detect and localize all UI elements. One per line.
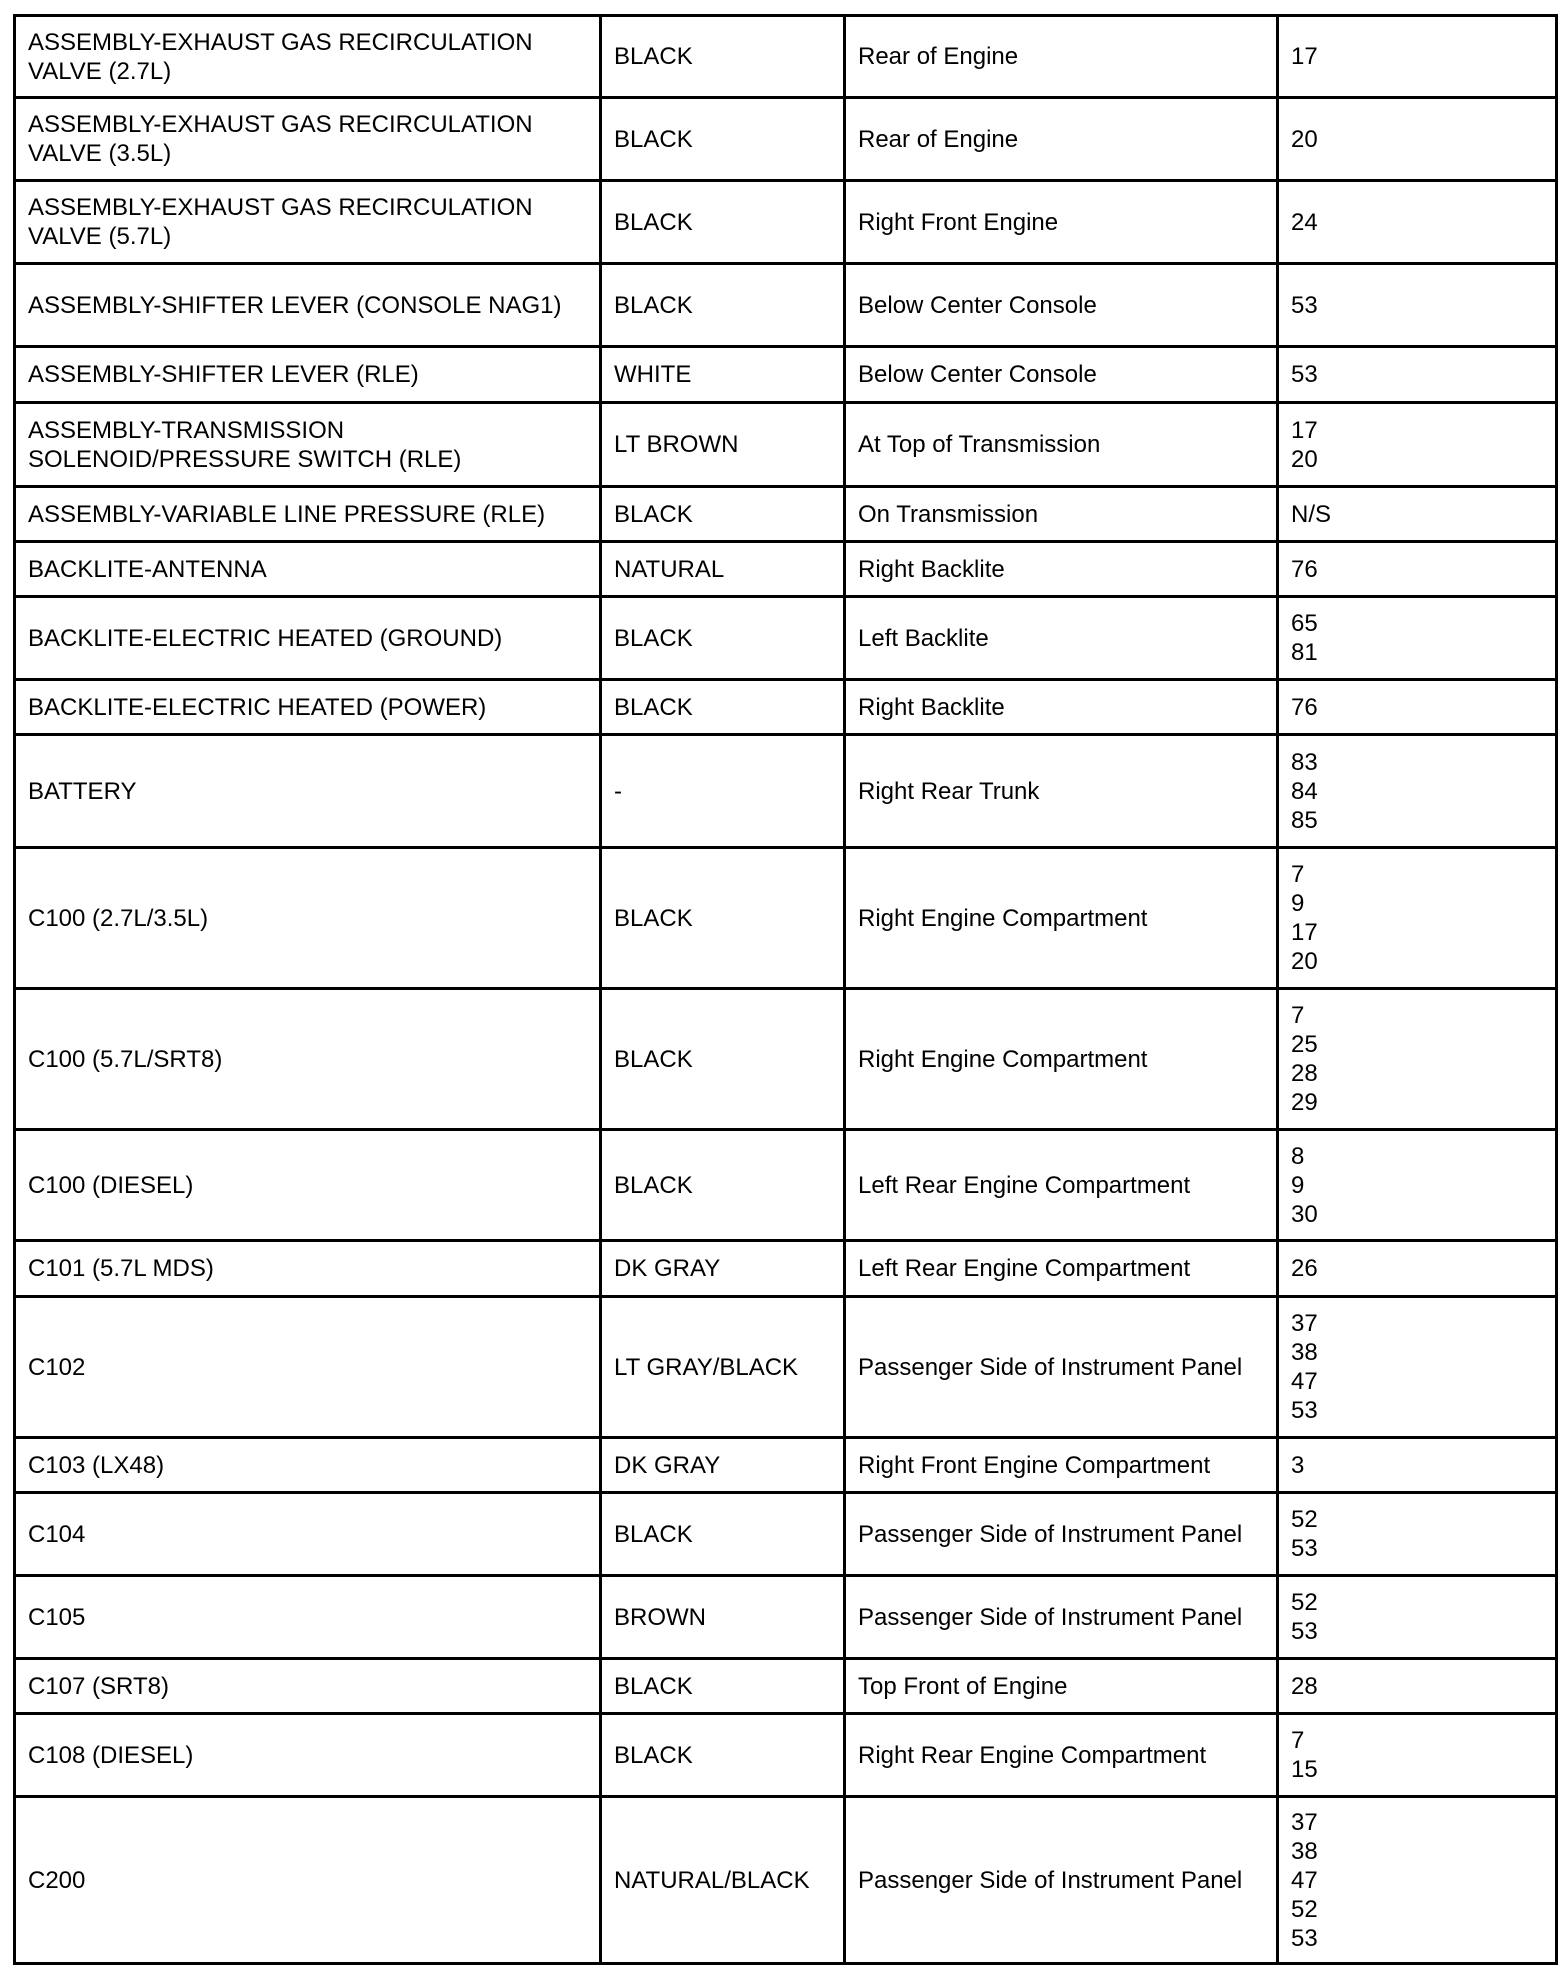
connector-figures [1278,1576,1557,1659]
figure-number: 47 [1291,1866,1318,1894]
connector-location: Right Backlite [845,680,1278,735]
connector-name: BATTERY [15,735,601,848]
figure-number: 38 [1291,1837,1318,1865]
connector-color: BLACK [601,1714,845,1797]
connector-color: BLACK [601,487,845,542]
figure-number: 3 [1291,1451,1305,1479]
connector-name: C100 (5.7L/SRT8) [15,989,601,1130]
connector-figures [1278,264,1557,347]
table-row [15,487,1557,542]
table-row [15,735,1557,848]
figure-number: 38 [1291,1339,1318,1366]
connector-color: BLACK [601,1130,845,1241]
connector-figures [1278,848,1557,989]
connector-color: BLACK [601,989,845,1130]
table-row [15,1493,1557,1576]
connector-figures [1278,347,1557,403]
connector-figures [1278,1297,1557,1438]
connector-color: DK GRAY [601,1438,845,1493]
connector-location: Top Front of Engine [845,1659,1278,1714]
figure-number: 52 [1291,1589,1318,1616]
connector-location: Passenger Side of Instrument Panel [845,1297,1278,1438]
table-row [15,16,1557,98]
connector-location: Right Front Engine [845,181,1278,264]
figure-number: 52 [1291,1506,1318,1533]
figure-number: 17 [1291,416,1318,444]
connector-figures [1278,1714,1557,1797]
table-row [15,680,1557,735]
figure-number: 28 [1291,1060,1318,1087]
figure-number: 52 [1291,1895,1318,1923]
connector-name: C108 (DIESEL) [15,1714,601,1797]
figure-number: 53 [1291,361,1318,388]
connector-name: ASSEMBLY-SHIFTER LEVER (CONSOLE NAG1) [15,264,601,347]
connector-color: BLACK [601,680,845,735]
figure-number: 25 [1291,1031,1318,1058]
figure-number: 81 [1291,639,1318,666]
table-row [15,597,1557,680]
connector-name: ASSEMBLY-EXHAUST GAS RECIRCULATION VALVE (5.7L) [15,181,601,264]
connector-name: C200 [15,1797,601,1964]
figure-number: 53 [1291,1535,1318,1562]
connector-color: BLACK [601,16,845,98]
connector-name: C100 (DIESEL) [15,1130,601,1241]
connector-name: C100 (2.7L/3.5L) [15,848,601,989]
figure-number: 17 [1291,43,1318,70]
connector-color: BLACK [601,1659,845,1714]
figure-number: 85 [1291,806,1318,834]
connector-name: C107 (SRT8) [15,1659,601,1714]
connector-color: BLACK [601,181,845,264]
connector-color: DK GRAY [601,1241,845,1297]
connector-figures [1278,989,1557,1130]
table-row [15,1797,1557,1964]
connector-figures [1278,1797,1557,1964]
connector-color: BLACK [601,264,845,347]
figure-number: 7 [1291,1727,1305,1754]
figure-number: 65 [1291,610,1318,637]
connector-location: Right Engine Compartment [845,989,1278,1130]
connector-location: Left Rear Engine Compartment [845,1130,1278,1241]
figure-number: 9 [1291,890,1305,917]
connector-figures [1278,735,1557,848]
table-row [15,1714,1557,1797]
table-row [15,1659,1557,1714]
connector-location: Passenger Side of Instrument Panel [845,1576,1278,1659]
connector-figures [1278,16,1557,98]
table-row [15,848,1557,989]
figure-number: 53 [1291,291,1318,319]
table-row [15,1241,1557,1297]
figure-number: 30 [1291,1200,1318,1228]
connector-location: Right Front Engine Compartment [845,1438,1278,1493]
table-body [15,16,1557,1964]
table-row [15,403,1557,487]
connector-color: LT BROWN [601,403,845,487]
connector-location: Rear of Engine [845,16,1278,98]
table-row [15,181,1557,264]
connector-location: Right Rear Engine Compartment [845,1714,1278,1797]
connector-figures [1278,487,1557,542]
table-row [15,1576,1557,1659]
connector-color: BLACK [601,98,845,181]
connector-color: BROWN [601,1576,845,1659]
connector-location: Rear of Engine [845,98,1278,181]
table-row [15,1130,1557,1241]
connector-figures [1278,403,1557,487]
connector-location: Passenger Side of Instrument Panel [845,1493,1278,1576]
connector-location: Below Center Console [845,264,1278,347]
table-row [15,98,1557,181]
connector-name: C104 [15,1493,601,1576]
figure-number: 53 [1291,1924,1318,1952]
connector-name: BACKLITE-ELECTRIC HEATED (GROUND) [15,597,601,680]
connector-location: Right Rear Trunk [845,735,1278,848]
figure-number: 53 [1291,1618,1318,1645]
connector-name: C102 [15,1297,601,1438]
connector-color: BLACK [601,597,845,680]
figure-number: 9 [1291,1171,1305,1199]
connector-name: ASSEMBLY-VARIABLE LINE PRESSURE (RLE) [15,487,601,542]
figure-number: 28 [1291,1672,1318,1700]
figure-number: 37 [1291,1808,1318,1836]
connector-name: ASSEMBLY-EXHAUST GAS RECIRCULATION VALVE (3.5L) [15,98,601,181]
connector-location: Below Center Console [845,347,1278,403]
figure-number: 20 [1291,948,1318,975]
figure-number: N/S [1291,500,1332,528]
table-row [15,989,1557,1130]
connector-color: LT GRAY/BLACK [601,1297,845,1438]
connector-location: Right Engine Compartment [845,848,1278,989]
connector-figures [1278,680,1557,735]
connector-figures [1278,98,1557,181]
connector-figures [1278,1493,1557,1576]
connector-color: NATURAL/BLACK [601,1797,845,1964]
figure-number: 76 [1291,693,1318,721]
connector-name: BACKLITE-ELECTRIC HEATED (POWER) [15,680,601,735]
figure-number: 53 [1291,1397,1318,1424]
connector-name: C101 (5.7L MDS) [15,1241,601,1297]
connector-name: BACKLITE-ANTENNA [15,542,601,597]
connector-figures [1278,542,1557,597]
figure-number: 7 [1291,861,1305,888]
figure-number: 24 [1291,208,1318,236]
connector-location: Passenger Side of Instrument Panel [845,1797,1278,1964]
connector-location: Left Backlite [845,597,1278,680]
connector-location: At Top of Transmission [845,403,1278,487]
connector-figures [1278,1130,1557,1241]
figure-number: 17 [1291,919,1318,946]
table-row [15,542,1557,597]
connector-color: NATURAL [601,542,845,597]
connector-location: On Transmission [845,487,1278,542]
connector-name: ASSEMBLY-TRANSMISSION SOLENOID/PRESSURE SWITCH (RLE) [15,403,601,487]
connector-figures [1278,1438,1557,1493]
connector-color: BLACK [601,1493,845,1576]
figure-number: 20 [1291,125,1318,153]
connector-name: C105 [15,1576,601,1659]
table-row [15,1438,1557,1493]
connector-figures [1278,181,1557,264]
figure-number: 8 [1291,1142,1305,1170]
connector-figures [1278,1659,1557,1714]
figure-number: 84 [1291,777,1318,805]
figure-number: 20 [1291,445,1318,473]
table-row [15,1297,1557,1438]
figure-number: 37 [1291,1310,1318,1337]
table-row [15,347,1557,403]
connector-location: Right Backlite [845,542,1278,597]
connector-figures [1278,597,1557,680]
connector-color: WHITE [601,347,845,403]
connector-name: ASSEMBLY-EXHAUST GAS RECIRCULATION VALVE (2.7L) [15,16,601,98]
connector-name: C103 (LX48) [15,1438,601,1493]
connector-color: - [601,735,845,848]
connector-location-table [13,14,1558,1965]
figure-number: 29 [1291,1089,1318,1116]
connector-name: ASSEMBLY-SHIFTER LEVER (RLE) [15,347,601,403]
connector-figures [1278,1241,1557,1297]
figure-number: 83 [1291,748,1318,776]
connector-color: BLACK [601,848,845,989]
figure-number: 7 [1291,1002,1305,1029]
table-row [15,264,1557,347]
figure-number: 76 [1291,555,1318,583]
figure-number: 47 [1291,1368,1318,1395]
figure-number: 15 [1291,1756,1318,1783]
figure-number: 26 [1291,1255,1318,1282]
connector-location: Left Rear Engine Compartment [845,1241,1278,1297]
